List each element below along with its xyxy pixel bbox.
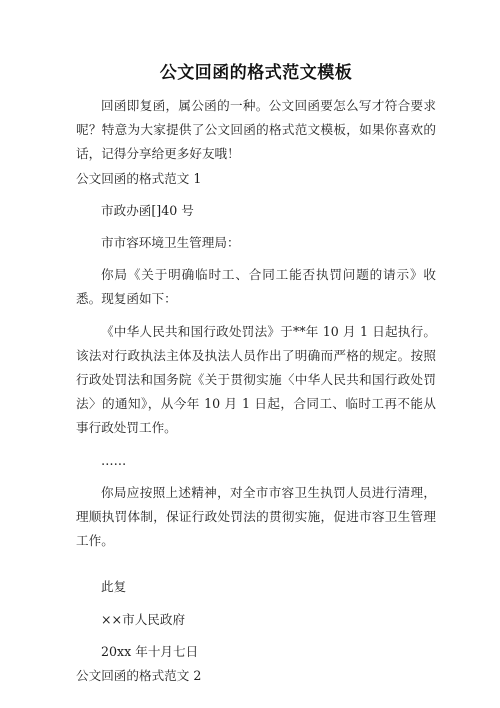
spacer	[76, 223, 436, 231]
sample2-heading: 公文回函的格式范文 2	[76, 668, 202, 684]
body-paragraph-1: 《中华人民共和国行政处罚法》于**年 10 月 1 日起执行。该法对行政执法主体及执法人员作出了明确而严格的规定。按照行政处罚法和国务院《关于贯彻实施〈中华人民共和国行政处罚法〉的通知》，从今年 10 月 1 日起，合同工、临时工再不能从事行政处罚工作。	[76, 323, 436, 436]
spacer	[76, 553, 436, 575]
spacer	[76, 600, 436, 608]
received-paragraph: 你局《关于明确临时工、合同工能否执罚问题的请示》收悉。现复函如下：	[76, 267, 436, 307]
spacer	[76, 632, 436, 640]
spacer	[76, 191, 436, 199]
document-number: 市政办函[]40 号	[101, 202, 194, 218]
addressee: 市市容环境卫生管理局：	[101, 235, 240, 251]
spacer	[76, 255, 436, 263]
signer: ××市人民政府	[101, 611, 186, 627]
closing-text: 此复	[101, 579, 127, 595]
spacer	[76, 441, 436, 449]
intro-paragraph: 回函即复函，属公函的一种。公文回函要怎么写才符合要求呢？特意为大家提供了公文回函的格式范文模板，如果你喜欢的话，记得分享给更多好友哦！	[76, 98, 436, 162]
ellipsis: ……	[101, 452, 127, 468]
sample1-heading: 公文回函的格式范文 1	[76, 170, 202, 186]
document-date: 20xx 年十月七日	[101, 643, 199, 659]
spacer	[76, 312, 436, 320]
document-page	[76, 58, 436, 698]
body-paragraph-2: 你局应按照上述精神，对全市市容卫生执罚人员进行清理，理顺执罚体制，保证行政处罚法的贯彻实施，促进市容卫生管理工作。	[76, 484, 436, 549]
spacer	[76, 473, 436, 481]
document-title: 公文回函的格式范文模板	[159, 63, 353, 83]
